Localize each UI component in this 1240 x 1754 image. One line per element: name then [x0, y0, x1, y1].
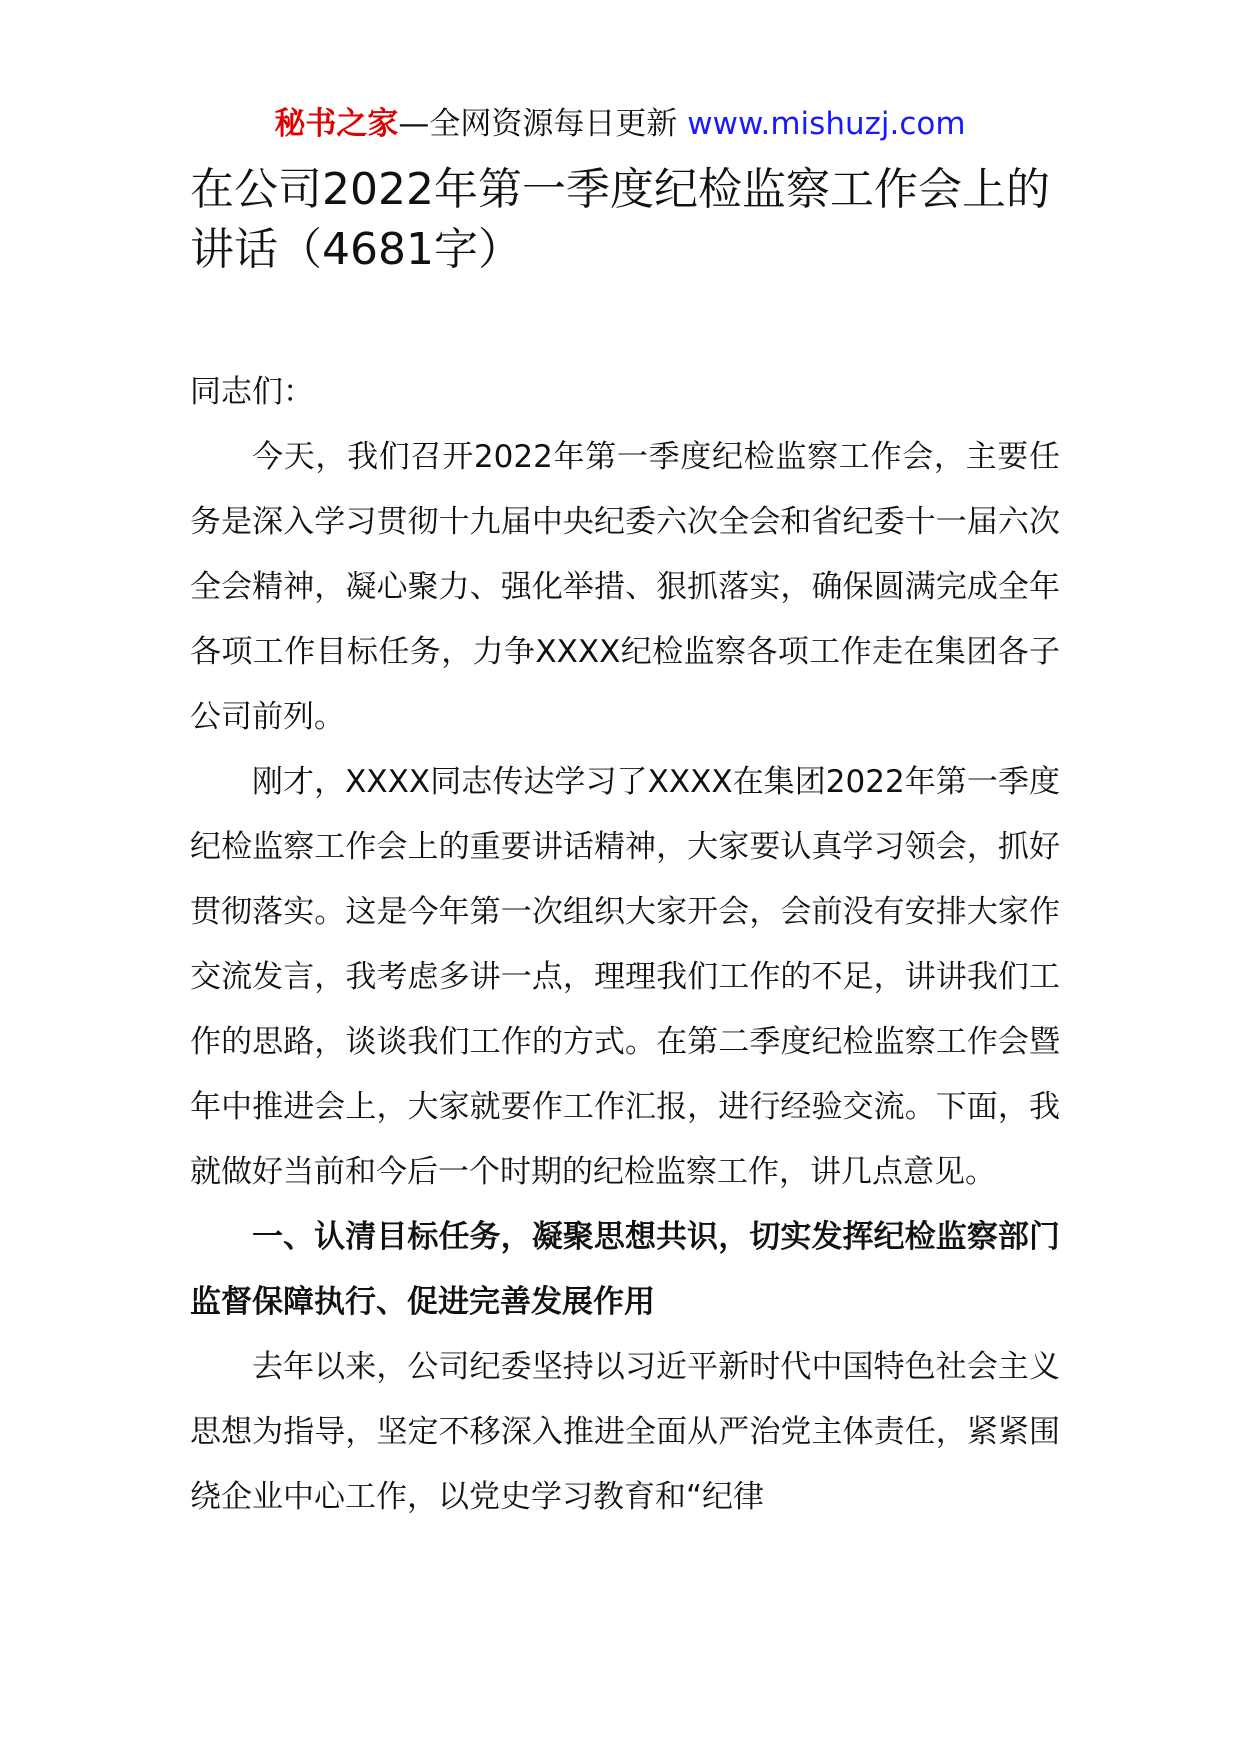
site-header — [0, 104, 1240, 144]
document-body — [190, 360, 1060, 1530]
paragraph-3: 去年以来，公司纪委坚持以习近平新时代中国特色社会主义思想为指导，坚定不移深入推进全面从严治党主体责任，紧紧围绕企业中心工作，以党史学习教育和“纪律 — [190, 1349, 1060, 1515]
site-brand: 秘书之家 — [274, 106, 399, 142]
site-url-link[interactable]: www.mishuzj.com — [687, 106, 966, 142]
salutation: 同志们： — [190, 374, 314, 410]
paragraph-1: 今天，我们召开2022年第一季度纪检监察工作会，主要任务是深入学习贯彻十九届中央纪委六次全会和省纪委十一届六次全会精神，凝心聚力、强化举措、狠抓落实，确保圆满完成全年各项工作目标任务，力争XXXX纪检监察各项工作走在集团各子公司前列。 — [190, 439, 1060, 735]
site-tagline: —全网资源每日更新 — [398, 106, 678, 142]
section-heading-1: 一、认清目标任务，凝聚思想共识，切实发挥纪检监察部门监督保障执行、促进完善发展作用 — [190, 1219, 1060, 1320]
paragraph-2: 刚才，XXXX同志传达学习了XXXX在集团2022年第一季度纪检监察工作会上的重要讲话精神，大家要认真学习领会，抓好贯彻落实。这是今年第一次组织大家开会，会前没有安排大家作交流发言，我考虑多讲一点，理理我们工作的不足，讲讲我们工作的思路，谈谈我们工作的方式。在第二季度纪检监察工作会暨年中推进会上，大家就要作工作汇报，进行经验交流。下面，我就做好当前和今后一个时期的纪检监察工作，讲几点意见。 — [190, 764, 1060, 1190]
document-title: 在公司2022年第一季度纪检监察工作会上的讲话（4681字） — [190, 164, 1050, 275]
